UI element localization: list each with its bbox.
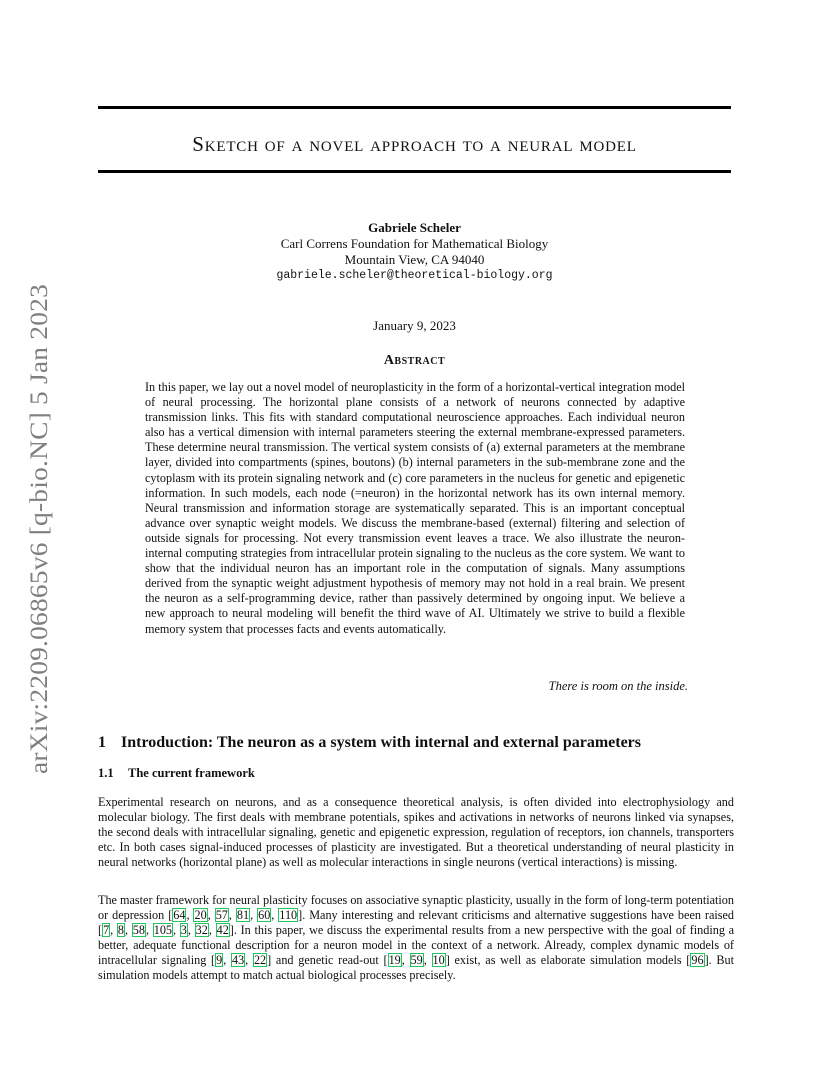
intro-paragraph-2 bbox=[98, 893, 734, 984]
title-rule-bottom bbox=[98, 170, 731, 173]
epigraph: There is room on the inside. bbox=[548, 679, 688, 693]
subsection-title: The current framework bbox=[128, 766, 255, 780]
para2-text-5: ] exist, as well as elaborate simulation models [ bbox=[445, 953, 691, 968]
para2-text-4: ] and genetic read-out [ bbox=[267, 953, 388, 968]
section-number: 1 bbox=[98, 734, 106, 751]
para2-text-6: ]. But simulation models attempt to match actual biological processes precisely. bbox=[98, 953, 735, 983]
intro-paragraph-1: Experimental research on neurons, and as a consequence theoretical analysis, is often divided into electrophysiology and molecular biology. The first deals with membrane potentials, spikes and activations in networks of neurons linked via synapses, the second deals with intracellular signaling, genetic and epigenetic expression, regulation of receptors, ion channels, transporters etc. In both cases signal-induced processes of plasticity are investigated. But a theoretical understanding of neural plasticity in neural networks (horizontal plane) as well as molecular interactions in single neurons (vertical interactions) is missing. bbox=[98, 795, 734, 870]
citation-link[interactable]: 58 bbox=[132, 923, 145, 938]
para2-text-2: ]. Many interesting and relevant criticisms and alternative suggestions have been raised [ bbox=[98, 908, 735, 938]
citation-link[interactable]: 43 bbox=[231, 953, 245, 968]
citation-link[interactable]: 19 bbox=[388, 953, 401, 968]
citation-link[interactable]: 32 bbox=[195, 923, 208, 938]
citation-group-5 bbox=[690, 953, 704, 967]
arxiv-stamp-text: arXiv:2209.06865v6 [q-bio.NC] 5 Jan 2023 bbox=[24, 318, 53, 774]
citation-link[interactable]: 96 bbox=[691, 953, 704, 968]
arxiv-stamp bbox=[22, 284, 54, 774]
paper-title: Sketch of a novel approach to a neural model bbox=[192, 132, 637, 156]
subsection-heading bbox=[98, 766, 255, 781]
author-affiliation: Carl Correns Foundation for Mathematical Biology bbox=[280, 236, 549, 251]
citation-link[interactable]: 60 bbox=[258, 908, 271, 923]
citation-link[interactable]: 9 bbox=[216, 953, 223, 968]
citation-link[interactable]: 64 bbox=[173, 908, 186, 923]
paper-date: January 9, 2023 bbox=[373, 318, 456, 333]
title-rule-top bbox=[98, 106, 731, 109]
citation-link[interactable]: 110 bbox=[279, 908, 298, 923]
abstract-heading: Abstract bbox=[383, 353, 446, 368]
citation-group-1: 64, 20, 57, 81, 60, 110 bbox=[173, 908, 298, 923]
section-title: Introduction: The neuron as a system with internal and external parameters bbox=[121, 734, 641, 751]
citation-link[interactable]: 59 bbox=[410, 953, 423, 968]
citation-link[interactable]: 7 bbox=[103, 923, 110, 938]
citation-group-2: 7, 8, 58, 105, 3, 32, 42 bbox=[103, 923, 229, 938]
citation-link[interactable]: 81 bbox=[236, 908, 250, 923]
author-block bbox=[98, 220, 731, 284]
author-name: Gabriele Scheler bbox=[368, 220, 461, 235]
citation-link[interactable]: 20 bbox=[194, 908, 207, 923]
citation-link[interactable]: 57 bbox=[215, 908, 228, 923]
citation-link[interactable]: 42 bbox=[216, 923, 229, 938]
para2-text-3: ]. In this paper, we discuss the experimental results from a new perspective with the goal of finding a better, adequate functional description for a neuron model in the context of a network. Already, complex dynamic models of intracellular signaling [ bbox=[98, 923, 735, 968]
citation-group-3: 9, 43, 22 bbox=[216, 953, 267, 968]
para2-text-1: The master framework for neural plasticity focuses on associative synaptic plasticity, usually in the form of long-term potentiation or depression [ bbox=[98, 893, 734, 923]
citation-link[interactable]: 22 bbox=[253, 953, 267, 968]
citation-link[interactable]: 10 bbox=[432, 953, 445, 968]
author-location: Mountain View, CA 94040 bbox=[344, 252, 485, 267]
abstract-text: In this paper, we lay out a novel model of neuroplasticity in the form of a horizontal-vertical integration model of neural processing. The horizontal plane consists of a network of neurons connected by adaptive transmission links. This fits with standard computational neuroscience approaches. Each individual neuron also has a vertical dimension with internal parameters steering the external membrane-expressed parameters. These determine neural transmission. The vertical system consists of (a) external parameters at the membrane layer, divided into compartments (spines, boutons) (b) internal parameters in the sub-membrane zone and the cytoplasm with its protein signaling network and (c) core parameters in the nucleus for genetic and epigenetic information. In such models, each node (=neuron) in the horizontal network has its own internal memory. Neural transmission and information storage are systematically separated. This is an important conceptual advance over synaptic weight models. We discuss the membrane-based (external) filtering and selection of outside signals for processing. Not every transmission event leaves a trace. We also illustrate the neuron-internal computing strategies from intracellular protein signaling to the nucleus as the core system. We want to show that the individual neuron has an important role in the computation of signals. Many assumptions derived from the synaptic weight adjustment hypothesis of memory may not hold in a real brain. We present the neuron as a self-programming device, rather than passively determined by ongoing input. We believe a new approach to neural modeling will benefit the third wave of AI. Ultimately we strive to build a flexible memory system that processes facts and events automatically. bbox=[145, 380, 685, 636]
citation-link[interactable]: 8 bbox=[117, 923, 125, 938]
section-heading bbox=[98, 734, 641, 752]
subsection-number: 1.1 bbox=[98, 766, 114, 780]
author-email[interactable]: gabriele.scheler@theoretical-biology.org bbox=[276, 269, 553, 282]
citation-group-4: 19, 59, 10 bbox=[388, 953, 445, 968]
citation-link[interactable]: 105 bbox=[153, 923, 173, 938]
citation-link[interactable]: 3 bbox=[180, 923, 187, 938]
